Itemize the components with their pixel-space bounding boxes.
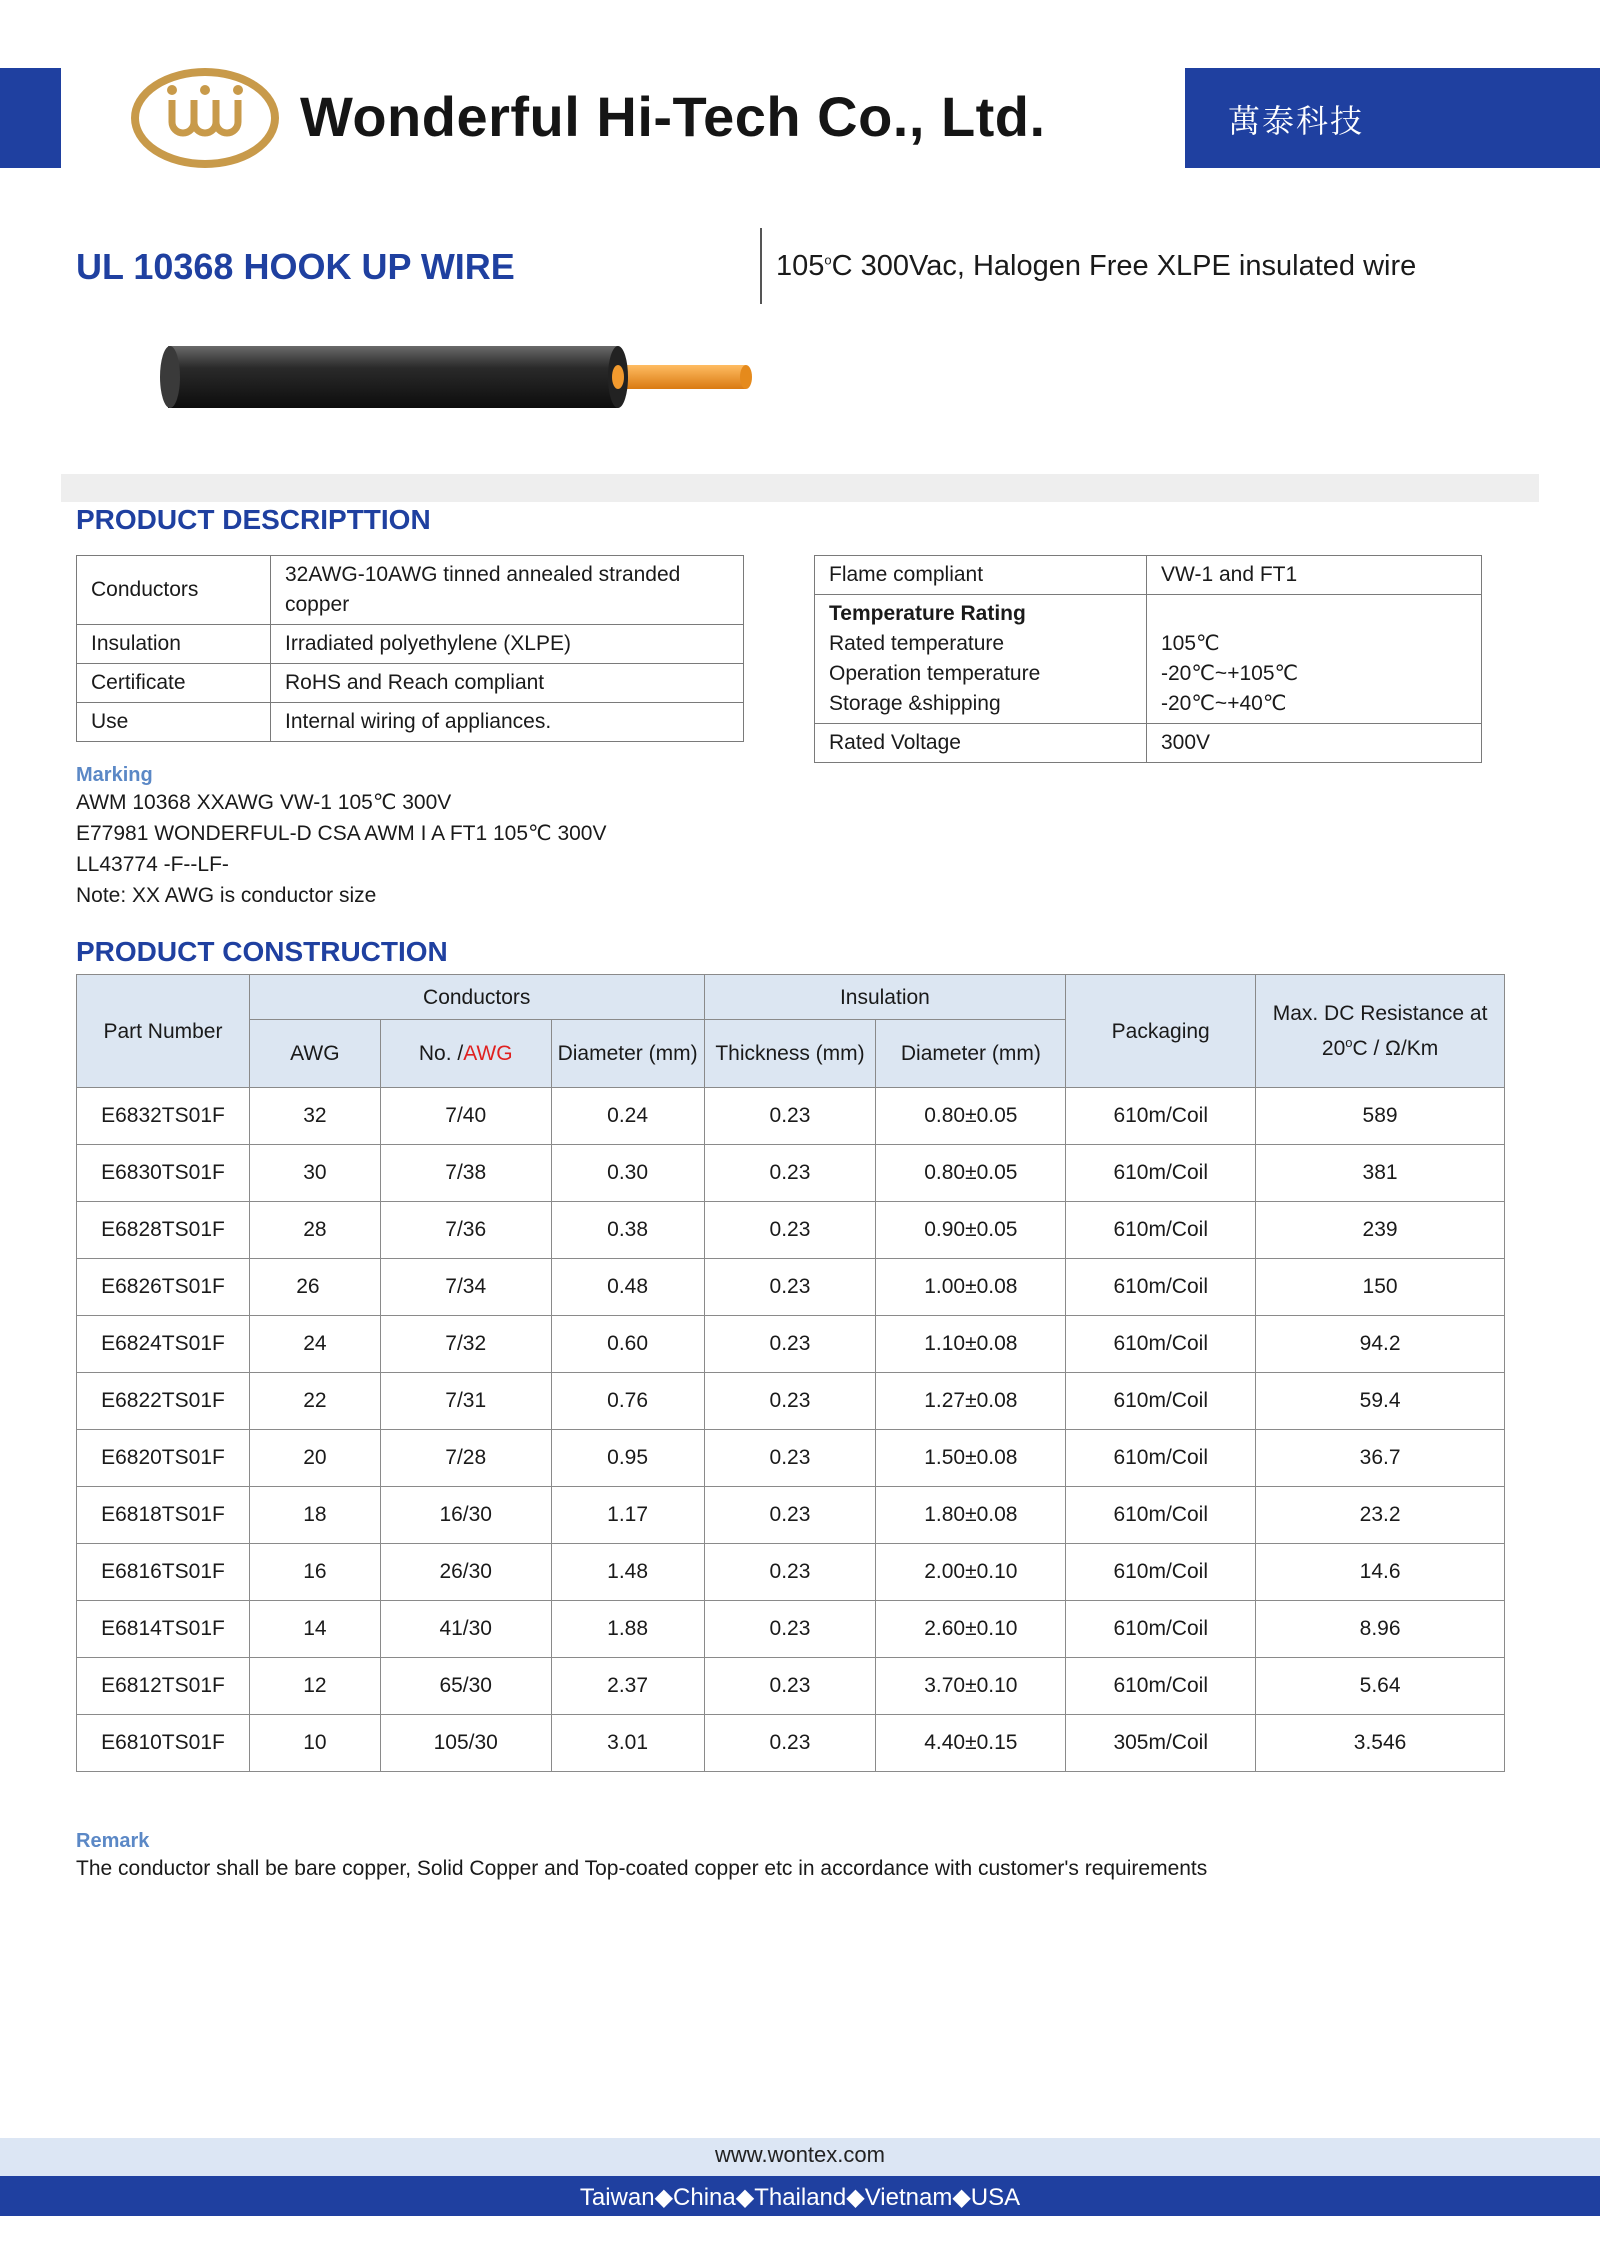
table-cell: 94.2: [1256, 1316, 1505, 1373]
table-cell: 2.60±0.10: [876, 1601, 1066, 1658]
table-cell: 0.23: [704, 1088, 876, 1145]
table-cell: 65/30: [380, 1658, 551, 1715]
table-cell: 610m/Coil: [1066, 1487, 1256, 1544]
table-row: Conductors 32AWG-10AWG tinned annealed stranded copper: [77, 556, 744, 625]
table-cell: 0.90±0.05: [876, 1202, 1066, 1259]
table-cell: 0.38: [551, 1202, 704, 1259]
table-cell: 32: [249, 1088, 380, 1145]
table-cell: 4.40±0.15: [876, 1715, 1066, 1772]
table-cell: 1.48: [551, 1544, 704, 1601]
table-cell: 0.23: [704, 1715, 876, 1772]
section-band: [61, 474, 1539, 502]
table-row: [77, 1430, 1505, 1487]
table-cell: 26/30: [380, 1544, 551, 1601]
table-cell: 0.23: [704, 1316, 876, 1373]
table-cell: 610m/Coil: [1066, 1088, 1256, 1145]
table-cell: 1.80±0.08: [876, 1487, 1066, 1544]
table-row: [77, 1316, 1505, 1373]
table-cell: 0.23: [704, 1259, 876, 1316]
table-row: [77, 1601, 1505, 1658]
company-name: Wonderful Hi-Tech Co., Ltd.: [300, 85, 1046, 148]
table-cell: E6820TS01F: [77, 1430, 250, 1487]
header-resistance: Max. DC Resistance at 20$^o$C / Ω/Km: [1256, 975, 1505, 1088]
table-cell: 59.4: [1256, 1373, 1505, 1430]
table-cell: 305m/Coil: [1066, 1715, 1256, 1772]
table-row: [77, 1544, 1505, 1601]
table-cell: 41/30: [380, 1601, 551, 1658]
header-conductors: Conductors: [249, 975, 704, 1020]
title-divider: [760, 228, 762, 304]
footer-url[interactable]: www.wontex.com: [715, 2142, 885, 2167]
table-cell: 610m/Coil: [1066, 1202, 1256, 1259]
marking-line: LL43774 -F--LF-: [76, 853, 229, 876]
company-chinese-name: 萬泰科技: [1228, 102, 1365, 140]
product-subtitle: 105$^o$C 300Vac, Halogen Free XLPE insulated wire: [776, 250, 1417, 282]
table-cell: 28: [249, 1202, 380, 1259]
table-cell: 239: [1256, 1202, 1505, 1259]
table-cell: 0.23: [704, 1373, 876, 1430]
table-row: Flame compliant VW-1 and FT1: [815, 556, 1482, 595]
table-cell: 7/28: [380, 1430, 551, 1487]
table-cell: 8.96: [1256, 1601, 1505, 1658]
table-cell: 0.23: [704, 1601, 876, 1658]
table-cell: 610m/Coil: [1066, 1430, 1256, 1487]
table-cell: E6828TS01F: [77, 1202, 250, 1259]
table-cell: 7/32: [380, 1316, 551, 1373]
marking-line: E77981 WONDERFUL-D CSA AWM I A FT1 105℃ 300V: [76, 822, 607, 845]
table-cell: 24: [249, 1316, 380, 1373]
table-cell: E6814TS01F: [77, 1601, 250, 1658]
table-cell: E6826TS01F: [77, 1259, 250, 1316]
table-row: Certificate RoHS and Reach compliant: [77, 664, 744, 703]
table-cell: 14: [249, 1601, 380, 1658]
table-cell: 0.48: [551, 1259, 704, 1316]
table-cell: E6816TS01F: [77, 1544, 250, 1601]
table-row: Rated Voltage 300V: [815, 724, 1482, 763]
table-cell: 0.60: [551, 1316, 704, 1373]
table-row: [77, 1202, 1505, 1259]
table-cell: 0.23: [704, 1658, 876, 1715]
table-row: [77, 1373, 1505, 1430]
table-cell: 16: [249, 1544, 380, 1601]
header-strand-number: No. /AWG: [380, 1020, 551, 1088]
table-cell: 20: [249, 1430, 380, 1487]
table-cell: E6832TS01F: [77, 1088, 250, 1145]
table-cell: 105/30: [380, 1715, 551, 1772]
table-cell: 7/38: [380, 1145, 551, 1202]
table-cell: E6810TS01F: [77, 1715, 250, 1772]
marking-heading: Marking: [76, 764, 153, 786]
table-cell: 0.80±0.05: [876, 1088, 1066, 1145]
table-cell: 610m/Coil: [1066, 1145, 1256, 1202]
table-cell: 36.7: [1256, 1430, 1505, 1487]
table-cell: 7/36: [380, 1202, 551, 1259]
header-insulation: Insulation: [704, 975, 1066, 1020]
table-cell: 0.23: [704, 1487, 876, 1544]
header-thickness: Thickness (mm): [704, 1020, 876, 1088]
table-cell: 7/34: [380, 1259, 551, 1316]
table-cell: 30: [249, 1145, 380, 1202]
table-cell: E6818TS01F: [77, 1487, 250, 1544]
description-table-left: [76, 555, 744, 742]
table-cell: E6824TS01F: [77, 1316, 250, 1373]
table-cell: 610m/Coil: [1066, 1544, 1256, 1601]
marking-note: Note: XX AWG is conductor size: [76, 884, 377, 907]
remark-section: [76, 1830, 1207, 1884]
header-packaging: Packaging: [1066, 975, 1256, 1088]
table-cell: 610m/Coil: [1066, 1316, 1256, 1373]
table-cell: 0.23: [704, 1430, 876, 1487]
table-cell: 0.95: [551, 1430, 704, 1487]
table-cell: 7/31: [380, 1373, 551, 1430]
header-insulation-diameter: Diameter (mm): [876, 1020, 1066, 1088]
header-part-number: Part Number: [77, 975, 250, 1088]
construction-heading: PRODUCT CONSTRUCTION: [76, 936, 448, 967]
table-row: [77, 1259, 1505, 1316]
table-row: [77, 1088, 1505, 1145]
company-logo-icon: [130, 66, 280, 170]
table-row: [77, 1658, 1505, 1715]
table-cell: 610m/Coil: [1066, 1259, 1256, 1316]
table-cell: 1.27±0.08: [876, 1373, 1066, 1430]
table-cell: 0.24: [551, 1088, 704, 1145]
header-left-bar: [0, 68, 61, 168]
table-cell: 3.01: [551, 1715, 704, 1772]
remark-text: The conductor shall be bare copper, Solid Copper and Top-coated copper etc in accordance with customer's requirements: [76, 1857, 1208, 1880]
table-cell: E6812TS01F: [77, 1658, 250, 1715]
table-row: Use Internal wiring of appliances.: [77, 703, 744, 742]
table-cell: 16/30: [380, 1487, 551, 1544]
table-row: Insulation Irradiated polyethylene (XLPE): [77, 625, 744, 664]
header-conductor-diameter: Diameter (mm): [551, 1020, 704, 1088]
table-cell: 3.546: [1256, 1715, 1505, 1772]
table-cell: E6830TS01F: [77, 1145, 250, 1202]
table-row: [77, 1145, 1505, 1202]
table-cell: 1.50±0.08: [876, 1430, 1066, 1487]
table-cell: 0.23: [704, 1544, 876, 1601]
table-cell: 1.00±0.08: [876, 1259, 1066, 1316]
remark-heading: Remark: [76, 1830, 150, 1852]
product-title: UL 10368 HOOK UP WIRE: [76, 246, 515, 287]
table-cell: 150: [1256, 1259, 1505, 1316]
description-heading: PRODUCT DESCRIPTTION: [76, 504, 431, 535]
table-cell: 26: [249, 1259, 380, 1316]
wire-illustration: [156, 340, 756, 414]
table-cell: 610m/Coil: [1066, 1658, 1256, 1715]
table-cell: 610m/Coil: [1066, 1601, 1256, 1658]
table-cell: 589: [1256, 1088, 1505, 1145]
construction-table: [76, 974, 1505, 1772]
table-cell: 610m/Coil: [1066, 1373, 1256, 1430]
table-cell: 2.37: [551, 1658, 704, 1715]
table-row: Temperature Rating Rated temperature Operation temperature Storage &shipping 105℃ -20℃~+105℃ -20℃~+40℃: [815, 595, 1482, 724]
table-cell: 3.70±0.10: [876, 1658, 1066, 1715]
table-cell: 0.23: [704, 1202, 876, 1259]
table-cell: 1.88: [551, 1601, 704, 1658]
table-cell: 14.6: [1256, 1544, 1505, 1601]
table-cell: 1.10±0.08: [876, 1316, 1066, 1373]
marking-section: [76, 764, 607, 911]
table-cell: 1.17: [551, 1487, 704, 1544]
table-row: [77, 1487, 1505, 1544]
table-cell: E6822TS01F: [77, 1373, 250, 1430]
table-cell: 2.00±0.10: [876, 1544, 1066, 1601]
table-cell: 18: [249, 1487, 380, 1544]
table-cell: 381: [1256, 1145, 1505, 1202]
table-cell: 12: [249, 1658, 380, 1715]
description-table-right: [814, 555, 1482, 763]
table-cell: 0.30: [551, 1145, 704, 1202]
footer-locations: Taiwan◆China◆Thailand◆Vietnam◆USA: [579, 2184, 1021, 2211]
table-cell: 0.76: [551, 1373, 704, 1430]
table-cell: 23.2: [1256, 1487, 1505, 1544]
table-cell: 5.64: [1256, 1658, 1505, 1715]
marking-line: AWM 10368 XXAWG VW-1 105℃ 300V: [76, 791, 452, 814]
table-cell: 0.80±0.05: [876, 1145, 1066, 1202]
table-cell: 0.23: [704, 1145, 876, 1202]
table-cell: 10: [249, 1715, 380, 1772]
table-row: [77, 1715, 1505, 1772]
header-awg: AWG: [249, 1020, 380, 1088]
table-cell: 7/40: [380, 1088, 551, 1145]
table-cell: 22: [249, 1373, 380, 1430]
